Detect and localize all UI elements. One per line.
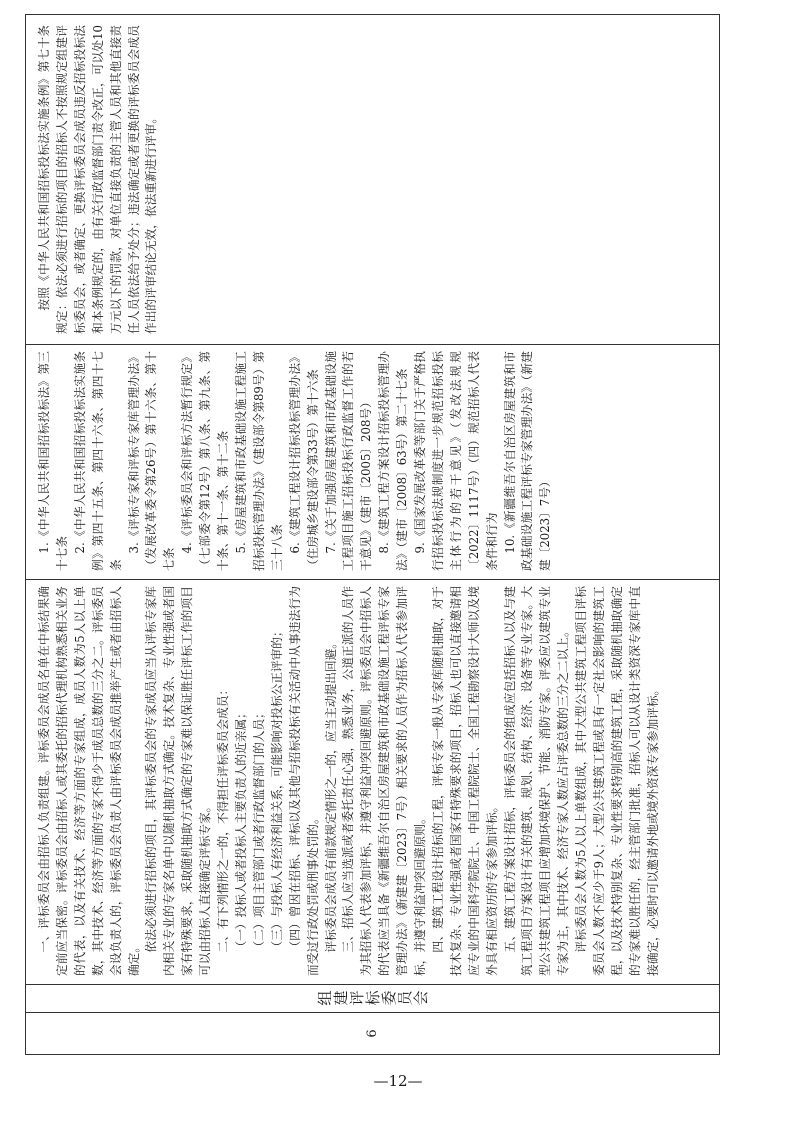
basis-item: 9.《国家发展改革委等部门关于严格执行招标投标法规制度进一步规范招标投标主体行为的若干意见》（发改法规规〔2022〕1117号）（四）规范招标人代表条件和行为 [413, 351, 499, 571]
row-number: 6 [26, 1013, 720, 1055]
item-name: 组建评标委员会 [316, 989, 429, 1008]
requirement-paragraph: 依法必须进行招标的项目，其评标委员会的专家成员应当从评标专家库内相关专业的专家名单中以随机抽取方式确定。技术复杂、专业性强或者国家有特殊要求，采取随机抽取方式确定的专家难以保证胜任评标工作的项目可以由招标人直接确定评标专家。 [144, 586, 213, 976]
basis-item: 8.《建筑工程方案设计招标投标管理办法》（建市〔2008〕63号）第二十七条 [377, 351, 410, 571]
basis-cell [26, 345, 720, 580]
basis-item: 7.《关于加强房屋建筑和市政基础设施工程项目施工招标投标行政监督工作的若干意见》（建市〔2005〕208号） [323, 351, 374, 571]
requirement-paragraph: 评标委员会成员有前款规定情形之一的，应当主动提出回避。 [323, 637, 338, 953]
requirements-table [25, 14, 720, 1055]
page-number: —12— [373, 1072, 423, 1090]
table-row [26, 15, 720, 1055]
basis-item: 6.《建筑工程设计招标投标管理办法》（住房城乡建设部令第33号）第十六条 [287, 351, 320, 571]
requirement-paragraph: （三）与投标人有经济利益关系，可能影响对投标公正评审的； [269, 625, 284, 953]
requirements-cell [26, 580, 720, 985]
legal-liability-cell [26, 15, 720, 345]
item-name-cell [26, 985, 720, 1013]
requirement-paragraph: 四、建筑工程设计招标的工程，评标专家一般从专家库随机抽取，对于技术复杂、专业性强或者国家有特殊要求的项目，招标人也可以直接邀请相应专业的中国科学院院士、中国工程院院士、全国工程勘察设计大师以及境外具有相应资历的专家参加评标。 [430, 586, 499, 976]
requirement-paragraph: （二）项目主管部门或者行政监督部门的人员； [251, 707, 266, 953]
basis-item: 2.《中华人民共和国招标投标法实施条例》第四十五条、第四十六条、第四十七条 [72, 351, 123, 571]
requirement-paragraph: 评标委员会人数为5人以上单数组成，其中大型公共建筑工程项目评标委员会人数不应少于9人；大型公共建筑工程或具有一定社会影响的建筑工程，以及技术特别复杂、专业性要求特别高的建筑工程，采取随机抽取确定的专家难以胜任的，经主管部门批准，招标人可以从设计类资深专家库中直接确定，必要时可以邀请外地或境外资深专家参加评标。 [574, 586, 660, 976]
legal-liability-text: 按照《中华人民共和国招标投标法实施条例》第七十条规定：依法必须进行招标的项目的招标人不按照规定组建评标委员会，或者确定、更换评标委员会成员违反招标投标法和本条例规定的，由有关行政监督部门责令改正，可以处10万元以下的罚款，对单位直接负责的主管人员和其他直接责任人员依法给予处分；违法确定或者更换的评标委员会成员作出的评审结论无效，依法重新进行评审。 [37, 25, 159, 334]
requirement-paragraph: 二、有下列情形之一的，不得担任评标委员会成员： [216, 683, 231, 953]
basis-item: 10.《新疆维吾尔自治区房屋建筑和市政基础设施工程评标专家管理办法》（新建建〔2023〕7号） [502, 351, 553, 571]
requirement-paragraph: 三、招标人应当选派或者委托责任心强，熟悉业务，公道正派的人员作为其招标人代表参加评标，并遵守利益冲突回避原则。评标委员会中招标人的代表应当具备《新疆维吾尔自治区房屋建筑和市政基础设施工程评标专家管理办法》（新建建〔2023〕7号）相关要求的人员作为招标人代表参加评标，并遵守利益冲突回避原则。 [341, 586, 428, 976]
requirement-paragraph: （一）投标人或者投标人主要负责人的近亲属； [233, 707, 248, 953]
basis-item: 5.《房屋建筑和市政基础设施工程施工招标投标管理办法》（建设部令第89号）第三十八条 [233, 351, 284, 571]
basis-item: 1.《中华人民共和国招标投标法》第三十七条 [37, 351, 69, 571]
rotated-table-container [25, 15, 720, 1055]
requirement-paragraph: 五、建筑工程方案设计招标，评标委员会的组成应包括招标人以及与建筑工程项目方案设计有关的建筑、规划、结构、经济、设备等专业专家。大型公共建筑工程项目应增加环境保护、节能、消防专家。评委应以建筑专业专家为主，其中技术、经济专家人数应占评委总数的三分之二以上。 [502, 586, 571, 976]
requirement-paragraph: （四）曾因在招标、评标以及其他与招标投标有关活动中从事违法行为而受过行政处罚或刑事处罚的。 [287, 586, 320, 976]
requirement-paragraph: 一、评标委员会由招标人负责组建。评标委员会成员名单在中标结果确定前应当保密。评标委员会由招标人或其委托的招标代理机构熟悉相关业务的代表，以及有关技术、经济等方面的专家组成，成员人数为5人以上单数，其中技术、经济等方面的专家不得少于成员总数的三分之二。评标委员会设负责人的，评标委员会负责人由评标委员会成员推举产生或者由招标人确定。 [37, 586, 141, 976]
basis-item: 4.《评标委员会和评标方法暂行规定》（七部委令第12号）第八条、第九条、第十条、第十一条、第十二条 [180, 351, 231, 571]
basis-item: 3.《评标专家和评标专家库管理办法》（发展改革委令第26号）第十六条、第十七条 [126, 351, 177, 571]
